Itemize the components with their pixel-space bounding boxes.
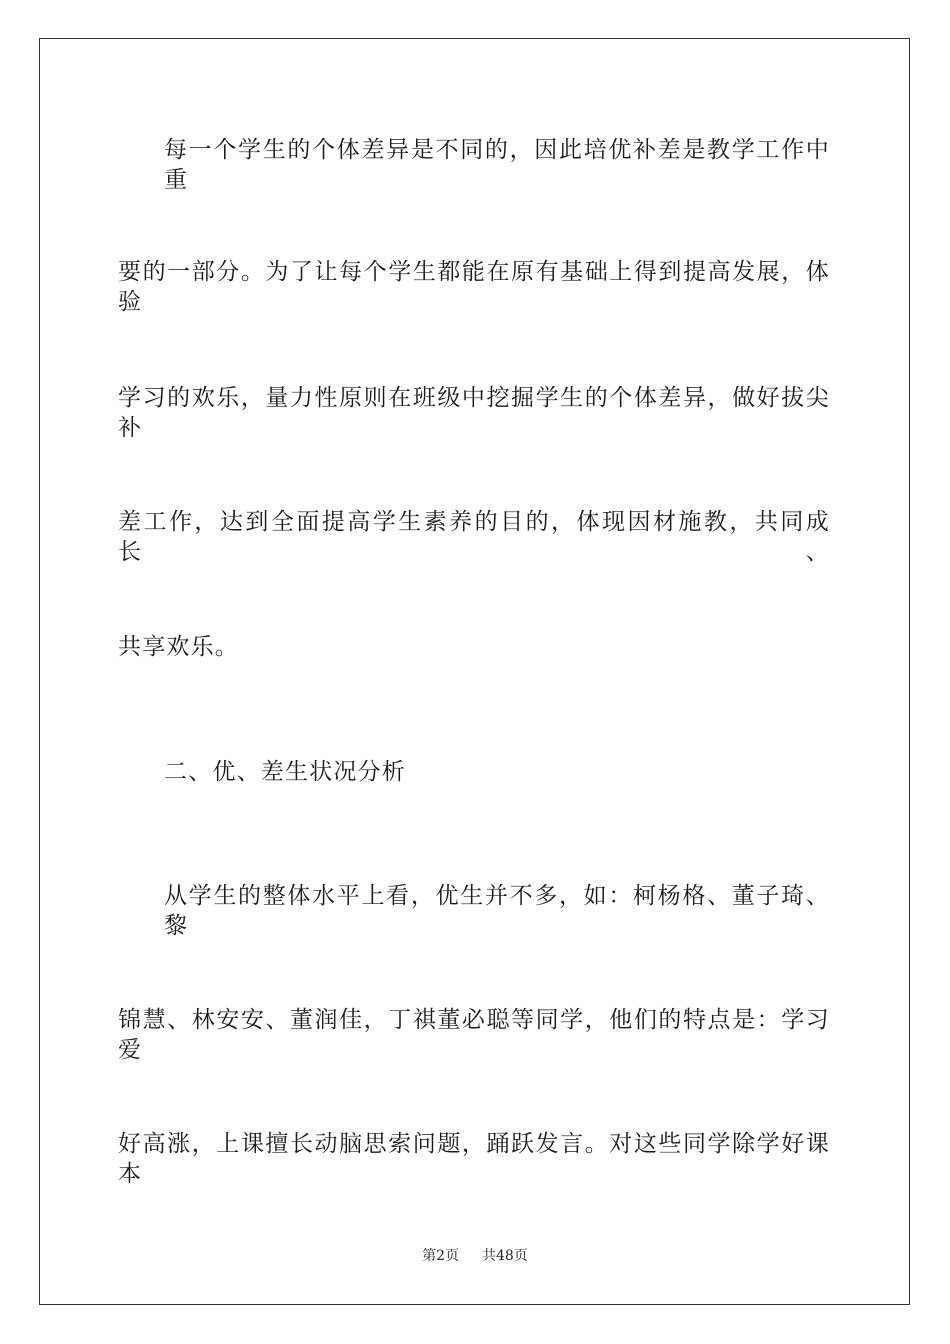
text-line-7: 从学生的整体水平上看，优生并不多，如：柯杨格、董子琦、黎 xyxy=(164,883,830,939)
text-line-3: 学习的欢乐，量力性原则在班级中挖掘学生的个体差异，做好拔尖补 xyxy=(118,385,830,441)
page-footer xyxy=(0,1245,950,1265)
text-line-9: 好高涨，上课擅长动脑思索问题，踊跃发言。对这些同学除学好课本 xyxy=(118,1131,830,1187)
page-border xyxy=(39,38,910,1305)
text-line-8: 锦慧、林安安、董润佳，丁祺董必聪等同学，他们的特点是：学习爱 xyxy=(118,1007,830,1063)
text-line-1: 每一个学生的个体差异是不同的，因此培优补差是教学工作中重 xyxy=(164,137,830,193)
text-line-4: 差工作，达到全面提高学生素养的目的，体现因材施教，共同成长、 xyxy=(118,509,830,565)
text-line-5: 共享欢乐。 xyxy=(118,634,239,660)
section-heading: 二、优、差生状况分析 xyxy=(164,759,406,785)
text-line-2: 要的一部分。为了让每个学生都能在原有基础上得到提高发展，体验 xyxy=(118,259,830,315)
page-number: 第2页 xyxy=(422,1248,460,1264)
page-total: 共48页 xyxy=(482,1248,528,1264)
